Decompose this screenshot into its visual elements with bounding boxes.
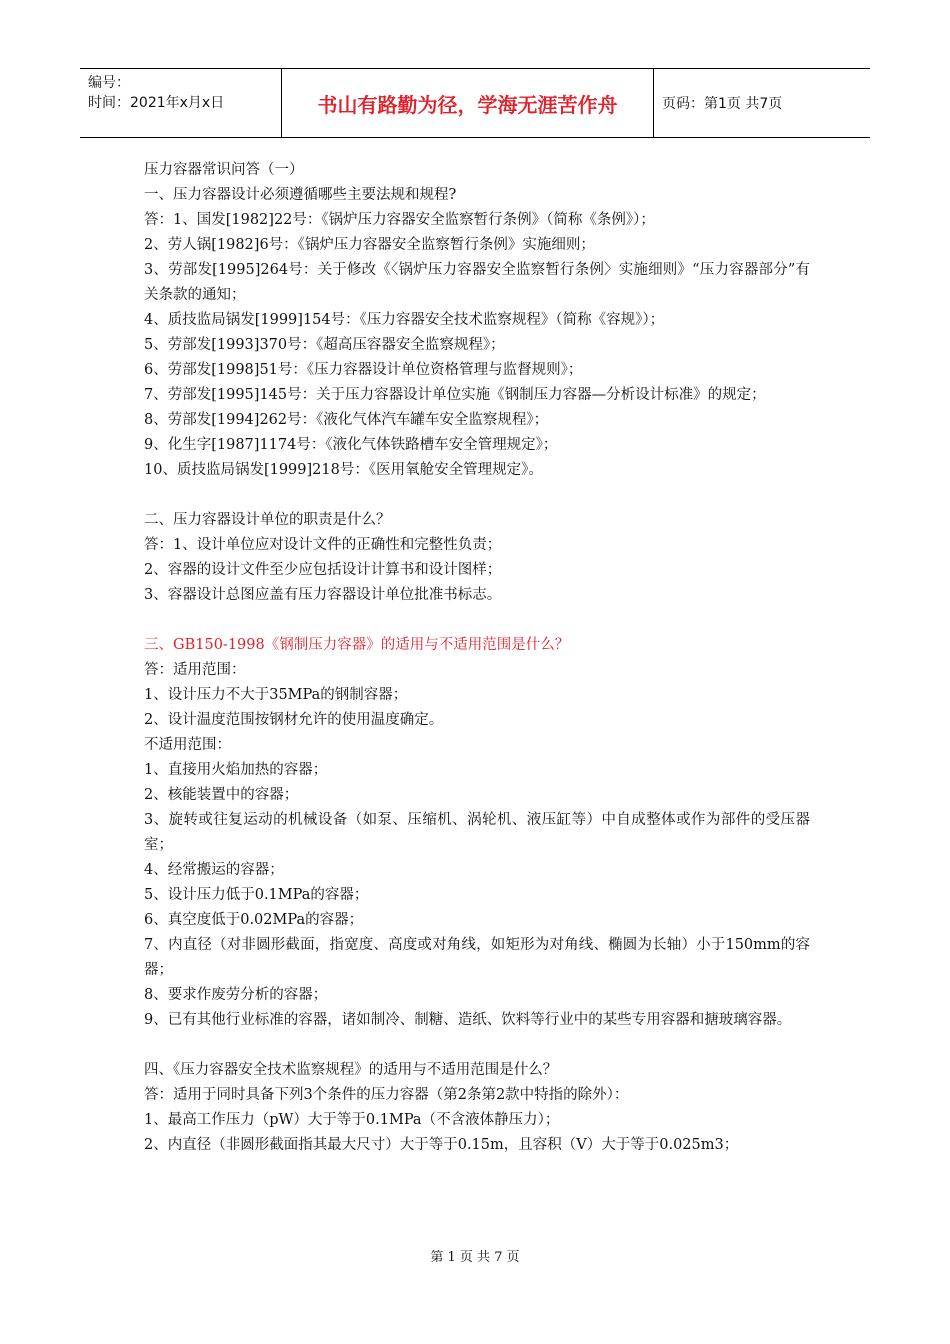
spacer (144, 1033, 810, 1058)
document-title: 压力容器常识问答（一） (144, 162, 304, 178)
header-page-info: 页码：第1页 共7页 (662, 96, 783, 112)
answer-line: 答：适用范围： (144, 662, 246, 678)
answer-line: 3、劳部发[1995]264号：关于修改《〈锅炉压力容器安全监察暂行条例〉实施细则》“压力容器部分”有关条款的通知； (144, 262, 810, 303)
answer-line: 9、已有其他行业标准的容器，诸如制冷、制糖、造纸、饮料等行业中的某些专用容器和搪玻璃容器。 (144, 1012, 792, 1028)
page-footer: 第 1 页 共 7 页 (430, 1250, 520, 1265)
question-1: 一、压力容器设计必须遵循哪些主要法规和规程? (144, 187, 457, 203)
answer-line: 2、内直径（非圆形截面指其最大尺寸）大于等于0.15m，且容积（V）大于等于0.025m3； (144, 1137, 739, 1153)
spacer (144, 483, 810, 508)
answer-line: 10、质技监局锅发[1999]218号：《医用氧舱安全管理规定》。 (144, 462, 543, 478)
answer-line: 6、真空度低于0.02MPa的容器； (144, 912, 364, 928)
answer-line: 2、劳人锅[1982]6号：《锅炉压力容器安全监察暂行条例》实施细则； (144, 237, 595, 253)
header-motto: 书山有路勤为径，学海无涯苦作舟 (282, 69, 654, 137)
page-header (80, 68, 870, 138)
answer-line: 7、内直径（对非圆形截面，指宽度、高度或对角线，如矩形为对角线、椭圆为长轴）小于150mm的容器； (144, 937, 810, 978)
answer-line: 答：1、设计单位应对设计文件的正确性和完整性负责； (144, 537, 502, 553)
answer-line: 4、质技监局锅发[1999]154号：《压力容器安全技术监察规程》（简称《容规》）； (144, 312, 665, 328)
answer-line: 3、旋转或往复运动的机械设备（如泵、压缩机、涡轮机、液压缸等）中自成整体或作为部件的受压器室； (144, 812, 810, 853)
document-time: 时间：2021年x月x日 (88, 95, 225, 111)
question-3: 三、GB150-1998《钢制压力容器》的适用与不适用范围是什么？ (144, 637, 570, 653)
answer-line: 8、劳部发[1994]262号：《液化气体汽车罐车安全监察规程》； (144, 412, 549, 428)
document-number-label: 编号： (88, 75, 130, 91)
spacer (144, 608, 810, 633)
answer-line: 1、最高工作压力（pW）大于等于0.1MPa（不含液体静压力）； (144, 1112, 560, 1128)
question-4: 四、《压力容器安全技术监察规程》的适用与不适用范围是什么？ (144, 1062, 558, 1078)
answer-line: 6、劳部发[1998]51号：《压力容器设计单位资格管理与监督规则》； (144, 362, 583, 378)
header-meta (80, 69, 282, 137)
answer-line: 8、要求作废劳分析的容器； (144, 987, 328, 1003)
answer-line: 不适用范围： (144, 737, 231, 753)
answer-line: 1、设计压力不大于35MPa的钢制容器； (144, 687, 408, 703)
answer-line: 答：适用于同时具备下列3个条件的压力容器（第2条第2款中特指的除外）： (144, 1087, 629, 1103)
question-2: 二、压力容器设计单位的职责是什么？ (144, 512, 391, 528)
answer-line: 2、设计温度范围按钢材允许的使用温度确定。 (144, 712, 444, 728)
answer-line: 9、化生字[1987]1174号：《液化气体铁路槽车安全管理规定》； (144, 437, 558, 453)
answer-line: 4、经常搬运的容器； (144, 862, 284, 878)
answer-line: 2、核能装置中的容器； (144, 787, 299, 803)
answer-line: 答：1、国发[1982]22号：《锅炉压力容器安全监察暂行条例》（简称《条例》）； (144, 212, 655, 228)
answer-line: 3、容器设计总图应盖有压力容器设计单位批准书标志。 (144, 587, 502, 603)
answer-line: 2、容器的设计文件至少应包括设计计算书和设计图样； (144, 562, 502, 578)
answer-line: 5、劳部发[1993]370号：《超高压容器安全监察规程》； (144, 337, 505, 353)
answer-line: 5、设计压力低于0.1MPa的容器； (144, 887, 369, 903)
answer-line: 1、直接用火焰加热的容器； (144, 762, 328, 778)
answer-line: 7、劳部发[1995]145号：关于压力容器设计单位实施《钢制压力容器—分析设计标准》的规定； (144, 387, 766, 403)
document-body (144, 158, 810, 1158)
